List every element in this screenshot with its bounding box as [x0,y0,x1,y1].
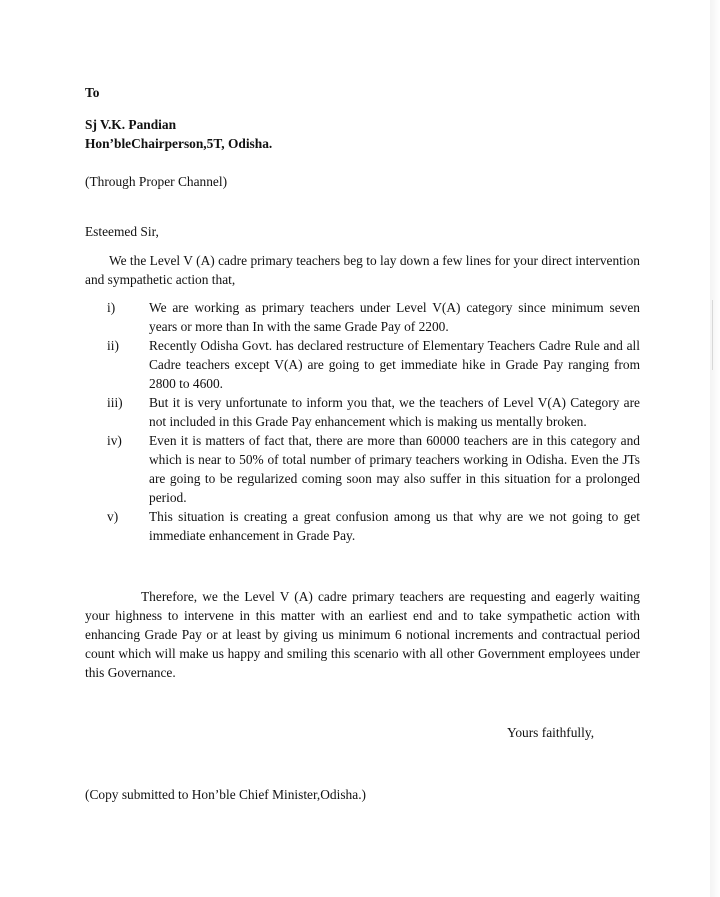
list-item [85,336,640,393]
page-edge-mark [712,300,713,370]
list-item-number: v) [107,509,119,524]
list-item-text: But it is very unfortunate to inform you that, we the teachers of Level V(A) Category are not included in this Grade Pay enhancement which is making us mentally broken. [149,395,640,429]
channel-note: (Through Proper Channel) [85,174,228,189]
list-item [85,298,640,336]
points-list [85,298,640,545]
list-item-number: ii) [107,338,119,353]
list-item-number: i) [107,300,116,315]
letter-to: To [85,85,100,100]
page-edge-shadow [710,0,720,897]
recipient-name: Sj V.K. Pandian [85,117,177,132]
list-item [85,507,640,545]
intro-paragraph: We the Level V (A) cadre primary teachers beg to lay down a few lines for your direct intervention and sympathetic action that, [85,253,640,287]
recipient-title: Hon’bleChairperson,5T, Odisha. [85,136,273,151]
salutation: Esteemed Sir, [85,224,159,239]
closing-line: Yours faithfully, [507,725,595,740]
list-item-number: iv) [107,433,122,448]
conclusion-paragraph: Therefore, we the Level V (A) cadre primary teachers are requesting and eagerly waiting your highness to intervene in this matter with an earliest end and to take sympathetic action with enhancing Grade Pay or at least by giving us minimum 6 notional increments and contractual period count which will make us happy and smiling this scenario with all other Government employees under this Governance. [85,589,640,680]
list-item-text: Even it is matters of fact that, there are more than 60000 teachers are in this category and which is near to 50% of total number of primary teachers working in Odisha. Even the JTs are going to be regularized coming soon may also suffer in this situation for a prolonged period. [149,433,640,505]
list-item-text: We are working as primary teachers under Level V(A) category since minimum seven years or more than In with the same Grade Pay of 2200. [149,300,640,334]
list-item [85,431,640,507]
copy-note: (Copy submitted to Hon’ble Chief Minister,Odisha.) [85,787,367,802]
list-item-text: Recently Odisha Govt. has declared restructure of Elementary Teachers Cadre Rule and all Cadre teachers except V(A) are going to get immediate hike in Grade Pay ranging from 2800 to 4600. [149,338,640,391]
list-item [85,393,640,431]
list-item-text: This situation is creating a great confusion among us that why are we not going to get immediate enhancement in Grade Pay. [149,509,640,543]
list-item-number: iii) [107,395,123,410]
